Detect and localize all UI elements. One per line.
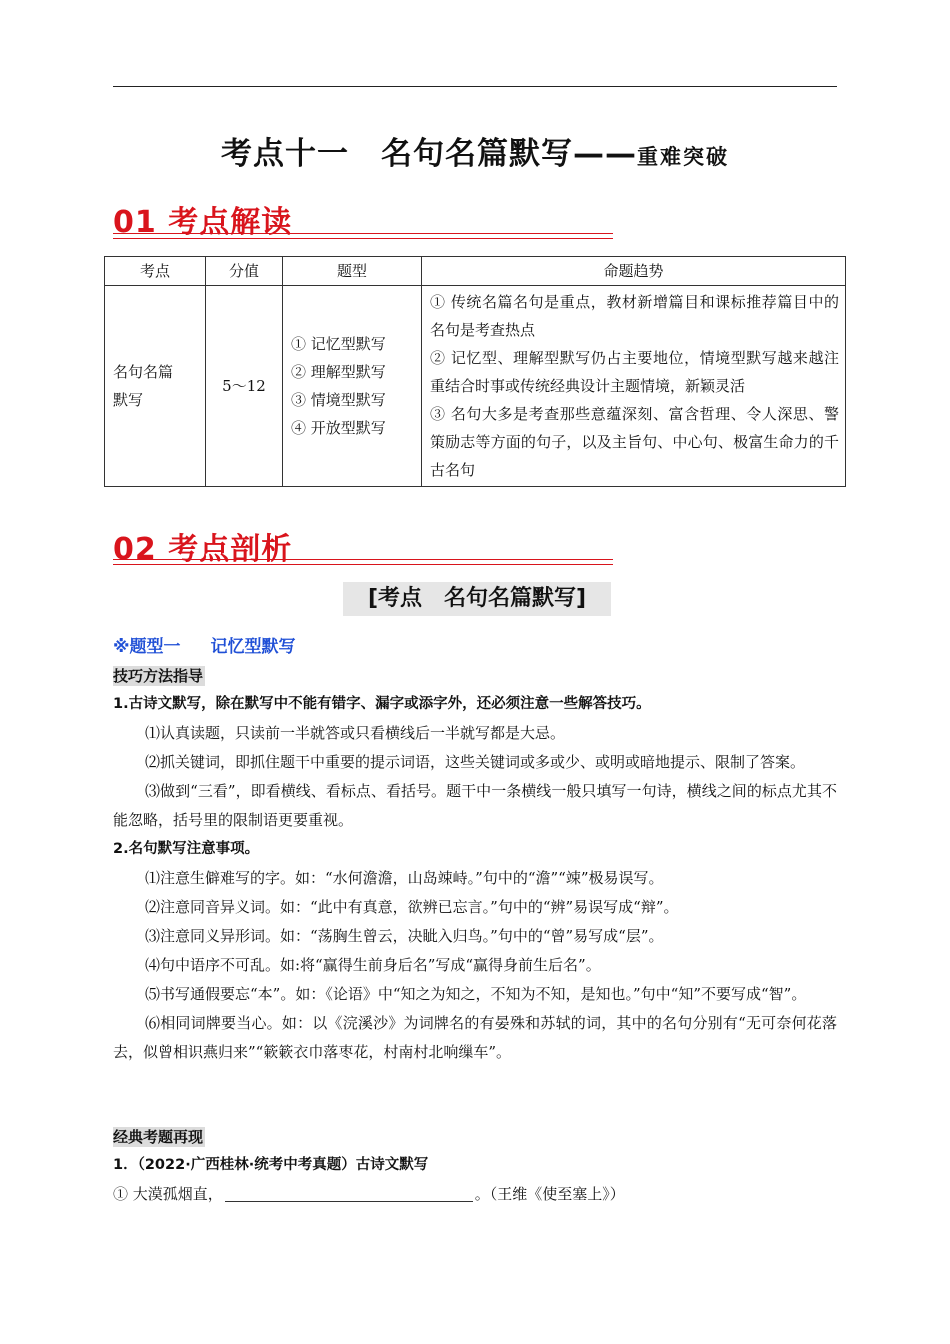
title-sub: 重难突破	[637, 145, 729, 169]
tips2-heading: 2.名句默写注意事项。	[113, 841, 260, 857]
question-section	[113, 1151, 837, 1209]
kaodian-text: 名句名篇默写	[113, 363, 174, 409]
note-item: ⑶注意同义异形词。如：“荡胸生曾云，决眦入归鸟。”句中的“曾”易写成“层”。	[145, 927, 664, 945]
trend-cell	[422, 286, 846, 487]
question-type-cell	[283, 286, 422, 487]
classic-label: 经典考题再现	[113, 1128, 204, 1146]
note-item: ⑷句中语序不可乱。如:将“赢得生前身后名”写成“赢得身前生后名”。	[145, 956, 601, 974]
table-row	[105, 286, 846, 487]
type-prefix: ※题型一	[113, 637, 181, 657]
question-type: ③ 情境型默写	[291, 391, 386, 409]
title-main: 考点十一 名句名篇默写——	[221, 136, 637, 172]
table-header: 命题趋势	[422, 257, 846, 286]
trend-item: ① 传统名篇名句是重点，教材新增篇目和课标推荐篇目中的名句是考查热点	[430, 293, 839, 339]
tips-section	[113, 690, 837, 1067]
question-prefix: ① 大漠孤烟直，	[113, 1185, 223, 1203]
type-name: 记忆型默写	[210, 637, 296, 657]
answer-blank[interactable]	[225, 1183, 473, 1202]
skills-label: 技巧方法指导	[113, 667, 204, 685]
table-header: 考点	[105, 257, 206, 286]
question-type: ① 记忆型默写	[291, 335, 386, 353]
tip-item: ⑴认真读题，只读前一半就答或只看横线后一半就写都是大忌。	[145, 724, 566, 742]
exam-point-table	[104, 256, 846, 487]
section-rule-1	[113, 233, 613, 239]
note-item: ⑸书写通假要忘“本”。如：《论语》中“知之为知之，不知为不知，是知也。”句中“知”不要写成“智”。	[145, 985, 807, 1003]
topic-box: [考点 名句名篇默写]	[343, 582, 611, 616]
table-header-row	[105, 257, 846, 286]
table-header: 分值	[206, 257, 283, 286]
tip-item: ⑵抓关键词，即抓住题干中重要的提示词语，这些关键词或多或少、或明或暗地提示、限制了答案。	[145, 753, 806, 771]
section-heading-1: 01 考点解读	[113, 205, 293, 240]
question-heading: 1．（2022·广西桂林·统考中考真题）古诗文默写	[113, 1157, 429, 1173]
question-type-heading	[113, 632, 296, 657]
header-rule	[113, 86, 837, 87]
section-heading-2: 02 考点剖析	[113, 532, 293, 567]
question-line	[113, 1180, 837, 1209]
question-suffix: 。（王维《使至塞上》）	[474, 1185, 625, 1203]
score-cell: 5～12	[206, 286, 283, 487]
table-header: 题型	[283, 257, 422, 286]
tips1-heading: 1.古诗文默写，除在默写中不能有错字、漏字或添字外，还必须注意一些解答技巧。	[113, 696, 651, 712]
question-type: ② 理解型默写	[291, 363, 386, 381]
trend-item: ③ 名句大多是考查那些意蕴深刻、富含哲理、令人深思、警策励志等方面的句子，以及主旨句、中心句、极富生命力的千古名句	[430, 405, 839, 479]
tip-item: ⑶做到“三看”，即看横线、看标点、看括号。题干中一条横线一般只填写一句诗，横线之间的标点尤其不能忽略，括号里的限制语更要重视。	[113, 782, 837, 829]
note-item: ⑹相同词牌要当心。如：以《浣溪沙》为词牌名的有晏殊和苏轼的词，其中的名句分别有“无可奈何花落去，似曾相识燕归来”“簌簌衣巾落枣花，村南村北响缫车”。	[113, 1014, 837, 1061]
kaodian-cell	[105, 286, 206, 487]
trend-item: ② 记忆型、理解型默写仍占主要地位，情境型默写越来越注重结合时事或传统经典设计主题情境，新颖灵活	[430, 349, 839, 395]
page-title	[0, 128, 950, 173]
question-type: ④ 开放型默写	[291, 419, 386, 437]
note-item: ⑵注意同音异义词。如：“此中有真意，欲辨已忘言。”句中的“辨”易误写成“辩”。	[145, 898, 679, 916]
note-item: ⑴注意生僻难写的字。如：“水何澹澹，山岛竦峙。”句中的“澹”“竦”极易误写。	[145, 869, 664, 887]
section-rule-2	[113, 559, 613, 565]
